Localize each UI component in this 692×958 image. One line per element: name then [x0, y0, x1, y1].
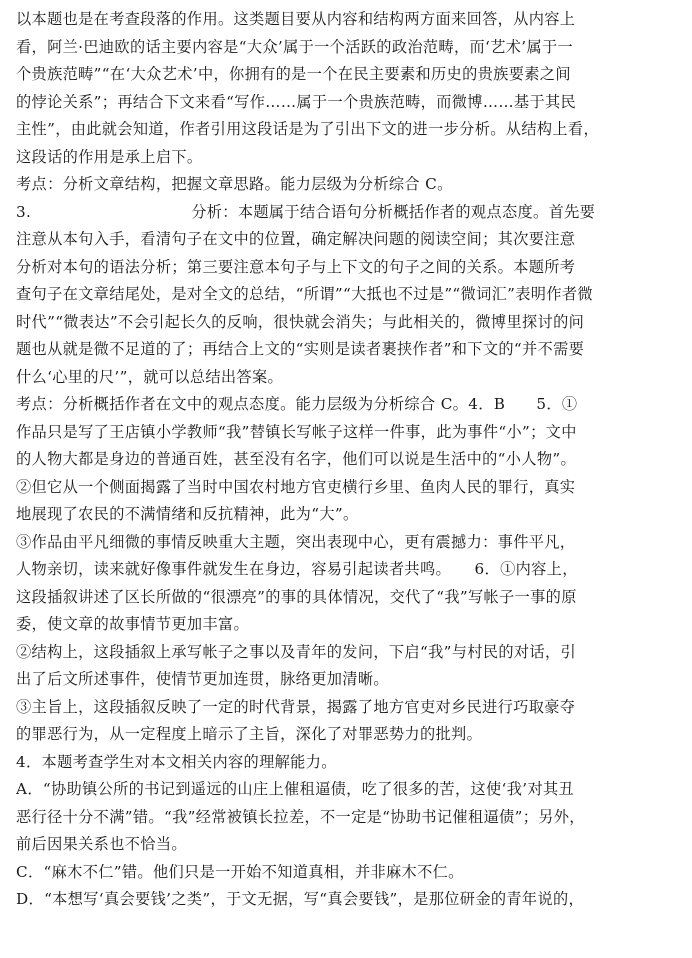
text-line: 分析对本句的语法分析；第三要注意本句子与上下文的句子之间的关系。本题所考	[16, 257, 576, 276]
text-line: 主性”，由此就会知道，作者引用这段话是为了引出下文的进一步分析。从结构上看，	[16, 120, 600, 138]
question-number: 3.	[16, 202, 32, 221]
text-line: 的罪恶行为，从一定程度上暗示了主旨，深化了对罪恶势力的批判。	[16, 725, 483, 743]
text-line: 作品只是写了王店镇小学教师“我”替镇长写帐子这样一件事，此为事件“小”；文中	[16, 422, 577, 441]
text-line: 的悖论关系”；再结合下文来看“写作……属于一个贵族范畴，而微博……基于其民	[16, 92, 577, 111]
analysis-text: 分析：本题属于结合语句分析概括作者的观点态度。首先要	[191, 202, 596, 221]
text-line: A．“协助镇公所的书记到遥远的山庄上催租逼债，吃了很多的苦，这使‘我’对其丑	[16, 780, 575, 798]
text-line: 委，使文章的故事情节更加丰富。	[16, 615, 250, 633]
text-line: 考点：分析概括作者在文中的观点态度。能力层级为分析综合 C。4．B 5．①	[16, 395, 578, 413]
text-line: C．“麻木不仁”错。他们只是一开始不知道真相，并非麻木不仁。	[16, 862, 464, 881]
text-line: 看，阿兰·巴迪欧的话主要内容是“大众’属于一个活跃的政治范畴，而‘艺术’属于一	[16, 37, 574, 56]
text-line: 人物亲切，读来就好像事件就发生在身边，容易引起读者共鸣。 6．①内容上，	[16, 560, 578, 578]
text-line: 这段话的作用是承上启下。	[16, 147, 203, 166]
text-line: 个贵族范畴”“在‘大众艺术’中，你拥有的是一个在民主要素和历史的贵族要素之间	[16, 65, 571, 83]
text-line: D．“本想写‘真会要钱’之类”，于文无据，写“真会要钱”，是那位研金的青年说的，	[16, 890, 585, 908]
text-line: 考点：分析文章结构，把握文章思路。能力层级为分析综合 C。	[16, 175, 453, 193]
text-line: 以本题也是在考查段落的作用。这类题目要从内容和结构两方面来回答，从内容上	[16, 10, 576, 28]
text-line: 4．本题考查学生对本文相关内容的理解能力。	[16, 752, 337, 771]
text-line: 时代”“微表达”不会引起长久的反响，很快就会消失；与此相关的，微博里探讨的问	[16, 312, 585, 331]
answer-3-line	[16, 199, 678, 227]
text-line: 恶行径十分不满”错。“我”经常被镇长拉差，不一定是“协助书记催租逼债”；另外，	[16, 807, 585, 826]
text-line: 地展现了农民的不满情绪和反抗精神，此为“大”。	[16, 505, 359, 523]
text-line: ②但它从一个侧面揭露了当时中国农村地方官吏横行乡里、鱼肉人民的罪行，真实	[16, 477, 576, 496]
text-line: 这段插叙讲述了区长所做的“很漂亮”的事的具体情况，交代了“我”写帐子一事的原	[16, 587, 577, 606]
text-line: ③主旨上，这段插叙反映了一定的时代背景，揭露了地方官吏对乡民进行巧取豪夺	[16, 697, 576, 716]
text-line: ③作品由平凡细微的事情反映重大主题，突出表现中心，更有震撼力：事件平凡，	[16, 532, 576, 551]
text-line: 什么‘心里的尺’”，就可以总结出答案。	[16, 367, 284, 386]
text-line: 查句子在文章结尾处，是对全文的总结，“所谓”“大抵也不过是”“微词汇”表明作者微	[16, 285, 593, 303]
text-line: ②结构上，这段插叙上承写帐子之事以及青年的发问，下启“我”与村民的对话，引	[16, 642, 577, 661]
text-line: 题也从就是微不足道的了；再结合上文的“实则是读者裹挟作者”和下文的“并不需要	[16, 340, 585, 358]
text-line: 出了后文所述事件，使情节更加连贯，脉络更加清晰。	[16, 670, 389, 688]
text-line: 的人物大都是身边的普通百姓，甚至没有名字，他们可以说是生活中的“小人物”。	[16, 450, 577, 468]
text-line: 前后因果关系也不恰当。	[16, 835, 187, 853]
text-line: 注意从本句入手，看清句子在文中的位置，确定解决问题的阅读空间；其次要注意	[16, 230, 576, 248]
